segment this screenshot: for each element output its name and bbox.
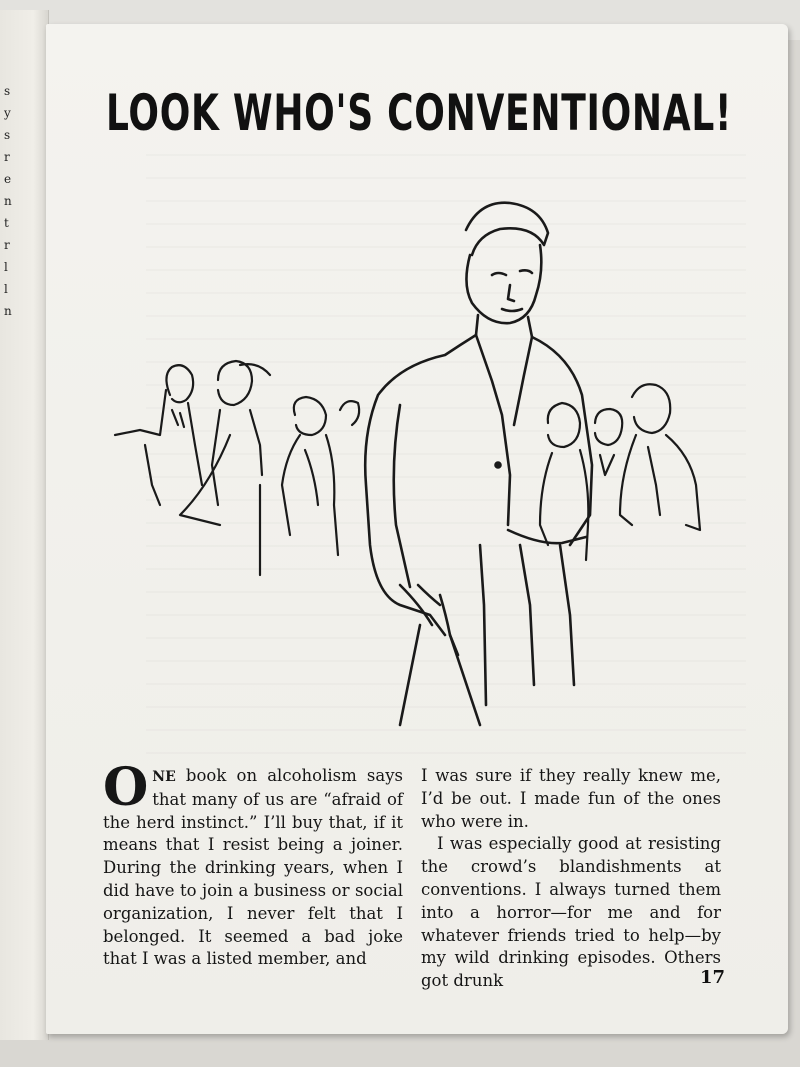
- crowd-right-figures: [540, 384, 700, 560]
- edge-letter: n: [4, 304, 12, 318]
- edge-letter: r: [4, 150, 10, 164]
- edge-letter: n: [4, 194, 12, 208]
- central-man-figure: [365, 203, 592, 725]
- edge-letter: s: [4, 128, 11, 142]
- paragraph: [103, 757, 403, 971]
- edge-letter: r: [4, 238, 10, 252]
- left-page-text-fragments: [4, 80, 18, 322]
- paragraph: I was sure if they really knew me, I’d be out. I made fun of the ones who were in.: [421, 766, 721, 831]
- lead-in: NE: [152, 769, 176, 785]
- page-title: LOOK WHO'S CONVENTIONAL!: [106, 84, 733, 142]
- left-page-edge: [0, 10, 49, 1040]
- text-column-right: [421, 765, 721, 993]
- edge-letter: l: [4, 260, 8, 274]
- paragraph-text: book on alcoholism says that many of us are “afraid of the herd instinct.” I’ll buy that, if it means that I resist being a joiner. During the drinking years, when I did have to join a business or social organization, I never felt that I belonged. It seemed a bad joke that I was a listed member, and: [103, 766, 403, 969]
- text-column-left: [103, 757, 403, 971]
- paragraph: I was especially good at resisting the crowd’s blandishments at conventions. I always turned them into a horror—for me and for whatever friends tried to help—by my wild drinking episodes. Others got drunk: [421, 834, 721, 991]
- page-number: 17: [700, 967, 726, 988]
- edge-letter: l: [4, 282, 8, 296]
- edge-letter: s: [4, 84, 11, 98]
- edge-letter: t: [4, 216, 9, 230]
- illustration: [100, 185, 720, 730]
- edge-letter: y: [4, 106, 11, 120]
- crowd-left-figures: [115, 361, 359, 575]
- drop-cap: O: [103, 757, 149, 818]
- edge-letter: e: [4, 172, 12, 186]
